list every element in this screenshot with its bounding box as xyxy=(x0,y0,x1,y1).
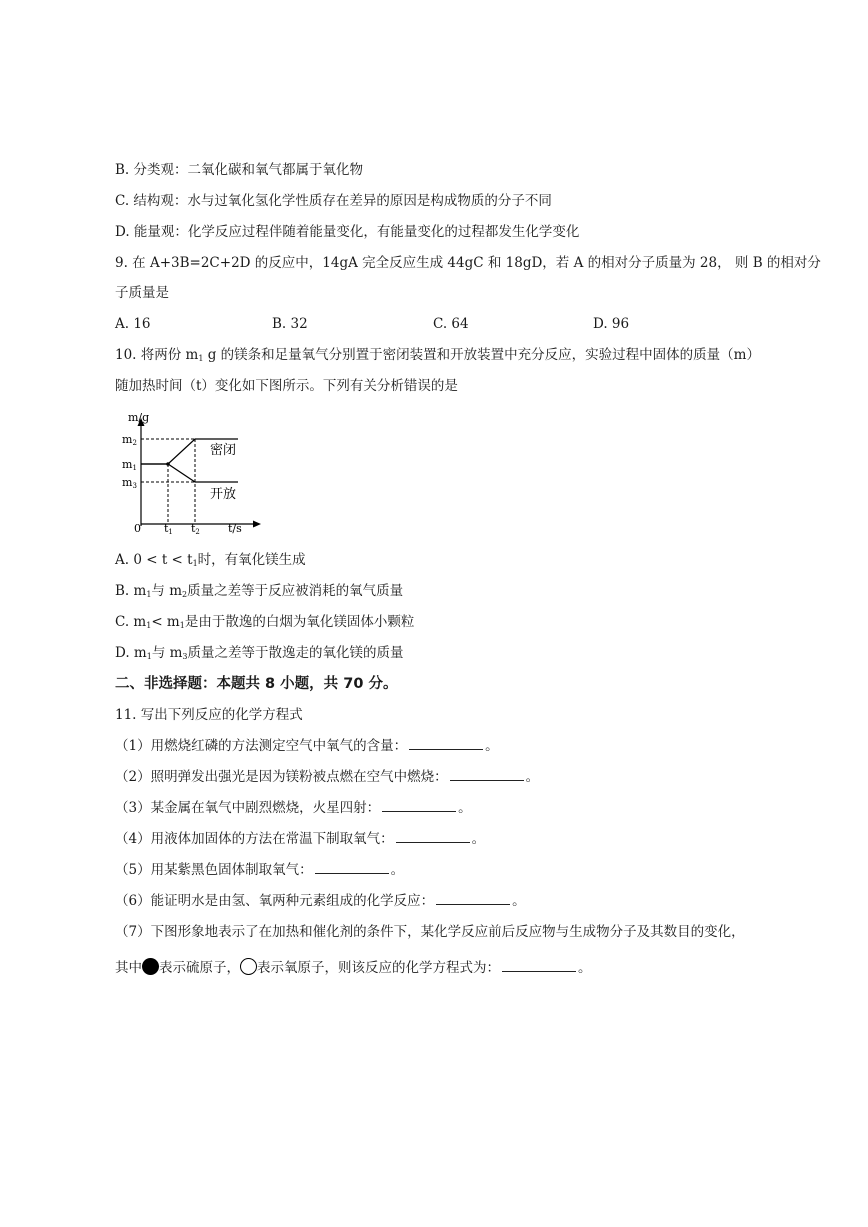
y-tick-label: m2 xyxy=(122,433,137,447)
answer-blank[interactable] xyxy=(315,861,389,874)
q10-option-b-sub2: 2 xyxy=(182,590,188,599)
q10-option-b xyxy=(115,582,403,604)
answer-blank[interactable] xyxy=(450,768,524,781)
q11-item-5-text: （5）用某紫黑色固体制取氧气： xyxy=(115,862,313,878)
y-tick-label: m1 xyxy=(122,458,137,472)
q10-option-c-text-post: 是由于散逸的白烟为氧化镁固体小颗粒 xyxy=(184,614,415,630)
q9-option-b: B. 32 xyxy=(272,316,308,332)
y-axis-label: m/g xyxy=(128,411,150,424)
q10-option-b-sub1: 1 xyxy=(146,590,152,599)
period: 。 xyxy=(390,862,405,878)
q11-item-1 xyxy=(115,737,499,755)
q8-option-d: D. 能量观：化学反应过程伴随着能量变化，有能量变化的过程都发生化学变化 xyxy=(115,224,580,240)
sulfur-atom-icon xyxy=(142,958,159,975)
period: 。 xyxy=(578,960,592,976)
q10-option-d-text-post: 质量之差等于散逸走的氧化镁的质量 xyxy=(187,645,404,661)
q11-item-1-text: （1）用燃烧红磷的方法测定空气中氧气的含量： xyxy=(115,738,408,754)
q10-stem-line1 xyxy=(115,346,760,368)
series-line-2 xyxy=(141,464,238,482)
q10-option-c xyxy=(115,613,414,635)
q9-stem-line2: 子质量是 xyxy=(115,285,169,301)
q9-option-c: C. 64 xyxy=(433,316,469,332)
x-axis-label: t/s xyxy=(228,522,242,535)
q11-item-6 xyxy=(115,892,526,910)
q10-stem-sub: 1 xyxy=(198,354,204,363)
q10-option-b-mid: 与 m xyxy=(151,583,182,599)
q10-option-a xyxy=(115,551,306,573)
q10-option-d-text: D. m xyxy=(115,645,147,661)
q10-option-d xyxy=(115,644,404,666)
oxygen-atom-icon xyxy=(240,958,257,975)
origin-label: 0 xyxy=(134,522,141,535)
q10-mass-time-chart xyxy=(112,408,272,538)
q10-option-a-text-post: 时，有氧化镁生成 xyxy=(197,552,306,568)
q10-stem-text-b: g 的镁条和足量氧气分别置于密闭装置和开放装置中充分反应，实验过程中固体的质量（m） xyxy=(203,347,760,363)
q11-item-5 xyxy=(115,861,404,879)
q11-title: 11. 写出下列反应的化学方程式 xyxy=(115,707,303,723)
q10-option-d-mid: 与 m xyxy=(151,645,183,661)
q9-option-a: A. 16 xyxy=(115,316,151,332)
q10-option-a-text: A. 0 < t < t xyxy=(115,552,193,568)
period: 。 xyxy=(525,769,540,785)
answer-blank[interactable] xyxy=(409,737,483,750)
series-label: 密闭 xyxy=(210,443,237,458)
q9-option-d: D. 96 xyxy=(593,316,630,332)
q8-option-b: B. 分类观：二氧化碳和氧气都属于氧化物 xyxy=(115,162,364,178)
q10-option-b-text-post: 质量之差等于反应被消耗的氧气质量 xyxy=(187,583,404,599)
q10-option-c-mid: < m xyxy=(151,614,180,630)
q10-option-c-sub2: 1 xyxy=(179,621,185,630)
answer-blank[interactable] xyxy=(382,799,456,812)
q10-option-d-sub2: 3 xyxy=(182,652,188,661)
x-tick-label: t2 xyxy=(191,522,200,536)
q11-item-7: （7）下图形象地表示了在加热和催化剂的条件下，某化学反应前后反应物与生成物分子及其数目的变化， xyxy=(115,924,745,940)
q11-item-2 xyxy=(115,768,539,786)
period: 。 xyxy=(458,800,472,816)
q10-option-a-sub: 1 xyxy=(192,559,198,568)
x-tick-label: t1 xyxy=(164,522,173,536)
q10-option-c-text: C. m xyxy=(115,614,147,630)
answer-blank[interactable] xyxy=(436,892,510,905)
point-t1 xyxy=(166,462,170,466)
q11-item-7-white-text: 表示氧原子，则该反应的化学方程式为： xyxy=(257,960,500,976)
y-tick-label: m3 xyxy=(122,476,137,490)
q11-item-2-text: （2）照明弹发出强光是因为镁粉被点燃在空气中燃烧： xyxy=(115,769,448,785)
q11-item-6-text: （6）能证明水是由氢、氧两种元素组成的化学反应： xyxy=(115,893,435,909)
q11-item-3 xyxy=(115,799,472,817)
period: 。 xyxy=(471,831,486,847)
series-label: 开放 xyxy=(210,487,237,502)
section-heading: 二、非选择题：本题共 8 小题，共 70 分。 xyxy=(115,676,398,692)
q10-stem-text-a: 10. 将两份 m xyxy=(115,347,199,363)
q9-stem-line1: 9. 在 A+3B=2C+2D 的反应中，14gA 完全反应生成 44gC 和 18gD，若 A 的相对分子质量为 28， 则 B 的相对分 xyxy=(115,255,821,271)
q11-item-7-pre: 其中 xyxy=(115,960,142,976)
x-axis-arrow xyxy=(253,521,261,528)
q11-item-4-text: （4）用液体加固体的方法在常温下制取氧气： xyxy=(115,831,394,847)
answer-blank[interactable] xyxy=(396,830,470,843)
q10-option-d-sub1: 1 xyxy=(146,652,152,661)
q11-item-3-text: （3）某金属在氧气中剧烈燃烧，火星四射： xyxy=(115,800,381,816)
period: 。 xyxy=(512,893,526,909)
q10-option-c-sub1: 1 xyxy=(146,621,152,630)
period: 。 xyxy=(485,738,499,754)
q11-item-4 xyxy=(115,830,485,848)
q10-option-b-text: B. m xyxy=(115,583,147,599)
answer-blank[interactable] xyxy=(502,959,576,972)
q10-stem-line2: 随加热时间（t）变化如下图所示。下列有关分析错误的是 xyxy=(115,378,458,394)
q11-item-7-continued xyxy=(115,958,592,977)
q11-item-7-black-text: 表示硫原子， xyxy=(159,960,240,976)
q8-option-c: C. 结构观：水与过氧化氢化学性质存在差异的原因是构成物质的分子不同 xyxy=(115,193,552,209)
